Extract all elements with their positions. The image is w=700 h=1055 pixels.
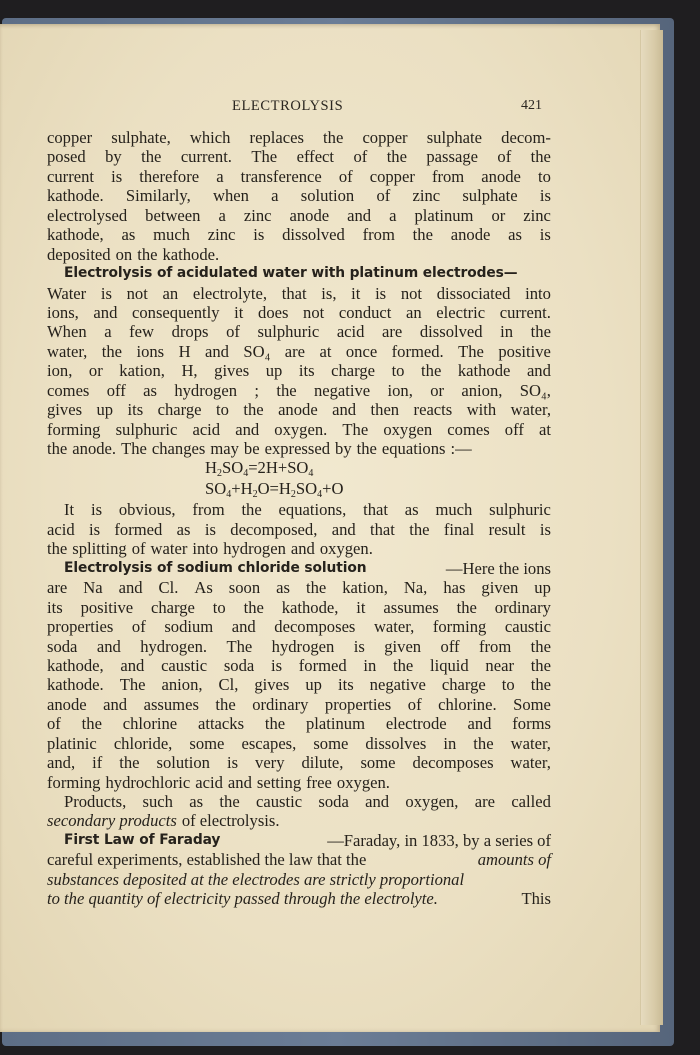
text-line: kathode, and caustic soda is formed in the liquid near the: [47, 655, 551, 675]
law-statement-italic: substances deposited at the electrodes are strictly proportional: [47, 869, 465, 889]
text-line: the splitting of water into hydrogen and oxygen.: [47, 539, 373, 559]
text-line: posed by the current. The effect of the passage of the: [47, 147, 551, 167]
text-line: anode and assumes the ordinary properties of chlorine. Some: [47, 694, 551, 714]
running-title: ELECTROLYSIS: [232, 98, 344, 114]
text-line: ions, and consequently it does not conduct an electric current.: [47, 302, 551, 322]
text-line: current is therefore a transference of copper from anode to: [47, 166, 551, 186]
paragraph-6-line-2-text: careful experiments, established the law that the: [47, 850, 367, 870]
text-line: soda and hydrogen. The hydrogen is given off from the: [47, 636, 551, 656]
paragraph-4-first-text: —Here the ions: [445, 558, 551, 578]
term-secondary-products: secondary products: [47, 811, 177, 831]
paragraph-6-heading-line: [47, 831, 551, 850]
paragraph-4: [47, 578, 551, 792]
text-line: its positive charge to the kathode, it assumes the ordinary: [47, 597, 551, 617]
text-line: electrolysed between a zinc anode and a platinum or zinc: [47, 205, 551, 225]
paragraph-5-line-2: [47, 811, 551, 830]
paragraph-6-first-text: —Faraday, in 1833, by a series of: [327, 830, 551, 850]
section-heading-first-law-faraday: First Law of Faraday: [64, 831, 221, 848]
text-line: acid is formed as is decomposed, and that the final result is: [47, 519, 551, 539]
text-line: It is obvious, from the equations, that as much sulphuric: [64, 500, 551, 520]
paragraph-6-line-2: [47, 850, 551, 869]
paragraph-6-line-3: [47, 870, 551, 889]
text-line: When a few drops of sulphuric acid are dissolved in the: [47, 322, 551, 342]
page-number: 421: [521, 98, 542, 113]
text-line: comes off as hydrogen ; the negative ion, or anion, SO₄,: [47, 380, 551, 400]
text-line: kathode. The anion, Cl, gives up its negative charge to the: [47, 675, 551, 695]
paragraph-3: [47, 500, 551, 558]
text-line: kathode. Similarly, when a solution of zinc sulphate is: [47, 186, 551, 206]
text-line: Water is not an electrolyte, that is, it is not dissociated into: [47, 283, 551, 303]
text-line: the anode. The changes may be expressed by the equations :—: [47, 439, 472, 458]
text-line: ion, or kation, H, gives up its charge to the kathode and: [47, 361, 551, 381]
paragraph-2-heading-line: [47, 264, 551, 283]
text-line: kathode, as much zinc is dissolved from the anode as is: [47, 225, 551, 245]
text-line: of the chlorine attacks the platinum electrode and forms: [47, 714, 551, 734]
running-head: [0, 98, 660, 118]
text-line: forming hydrochloric acid and setting free oxygen.: [47, 772, 390, 792]
text-line: deposited on the kathode.: [47, 244, 220, 264]
section-heading-sodium-chloride: Electrolysis of sodium chloride solution: [64, 559, 367, 576]
text-line: water, the ions H and SO₄ are at once formed. The positive: [47, 341, 551, 361]
paragraph-2: [47, 284, 551, 459]
equation-1: $H_2SO_4=2H+SO_4$: [205, 458, 314, 480]
paragraph-1: [47, 128, 551, 264]
paragraph-5-text: Products, such as the caustic soda and oxygen, are called: [64, 792, 551, 811]
text-line: copper sulphate, which replaces the copper sulphate decom-: [47, 128, 551, 147]
text-line: gives up its charge to the anode and then reacts with water,: [47, 400, 551, 420]
paragraph-6-line-4: [47, 889, 551, 908]
law-statement-italic-end: to the quantity of electricity passed through the electrolyte.: [47, 889, 438, 909]
text-line: are Na and Cl. As soon as the kation, Na, has given up: [47, 578, 551, 598]
paragraph-6-line-4-text: This: [521, 889, 551, 909]
text-line: platinic chloride, some escapes, some dissolves in the water,: [47, 733, 551, 753]
text-line: forming sulphuric acid and oxygen. The oxygen comes off at: [47, 419, 551, 439]
paragraph-6-line-2-italic: amounts of: [477, 850, 551, 870]
paragraph-5-rest: of electrolysis.: [181, 811, 280, 831]
page-edges: [640, 30, 663, 1025]
text-line: properties of sodium and decomposes water, forming caustic: [47, 617, 551, 637]
paragraph-4-heading-line: [47, 559, 551, 578]
body-text: [47, 128, 551, 909]
equation-2: $SO_4+H_2O=H_2SO_4+O$: [205, 479, 344, 501]
paragraph-5-line-1: [47, 792, 551, 811]
section-heading-acidulated-water: Electrolysis of acidulated water with platinum electrodes—: [64, 265, 518, 282]
text-line: and, if the solution is very dilute, some decomposes water,: [47, 753, 551, 773]
